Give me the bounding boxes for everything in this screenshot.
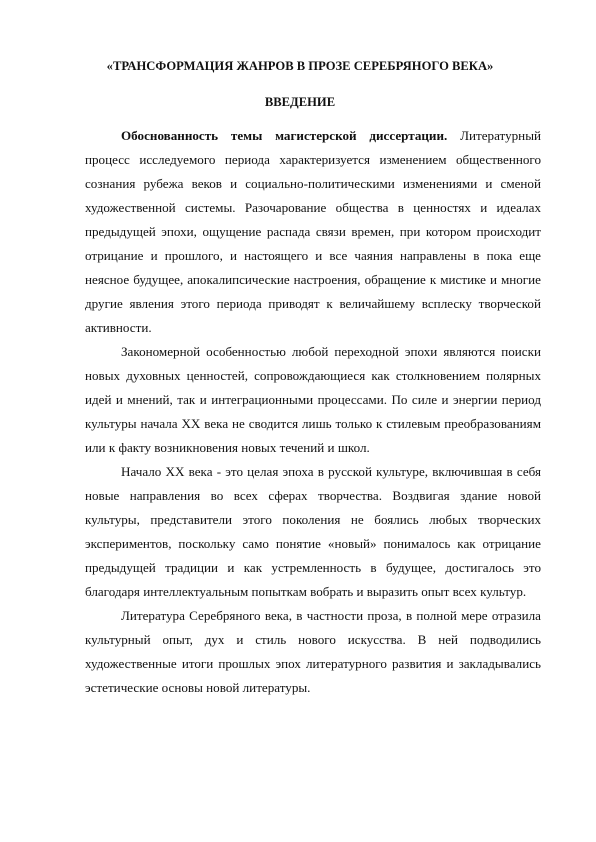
paragraph xyxy=(85,124,541,340)
paragraph-text: Литературный процесс исследуемого периода характеризуется изменением общественного сознания рубежа веков и социально-политическими изменениями и сменой художественной системы. Разочарование общества в ценностях и идеалах предыдущей эпохи, ощущение распада связи времен, при котором происходит отрицание и прошлого, и настоящего и все чаяния направлены в пока еще неясное будущее, апокалипсические настроения, обращение к мистике и многие другие явления этого периода приводят к величайшему всплеску творческой активности. xyxy=(85,128,541,335)
paragraph xyxy=(85,460,541,604)
document-body xyxy=(85,124,541,700)
document-title: «ТРАНСФОРМАЦИЯ ЖАНРОВ В ПРОЗЕ СЕРЕБРЯНОГО ВЕКА» xyxy=(106,59,494,73)
paragraph-text: Закономерной особенностью любой переходной эпохи являются поиски новых духовных ценностей, сопровождающиеся как столкновением полярных идей и мнений, так и интеграционными процессами. По силе и энергии период культуры начала XX века не сводится лишь только к стилевым преобразованиям или к факту возникновения новых течений и школ. xyxy=(85,344,541,455)
section-heading: ВВЕДЕНИЕ xyxy=(264,95,336,109)
paragraph-text: Литература Серебряного века, в частности проза, в полной мере отразила культурный опыт, дух и стиль нового искусства. В ней подводились художественные итоги прошлых эпох литературного развития и закладывались эстетические основы новой литературы. xyxy=(85,608,541,695)
paragraph-text: Начало XX века - это целая эпоха в русской культуре, включившая в себя новые направления во всех сферах творчества. Воздвигая здание новой культуры, представители этого поколения не боялись любых творческих экспериментов, поскольку само понятие «новый» понималось как отрицание предыдущей традиции и как устремленность в будущее, достигалось это благодаря интеллектуальным попыткам вобрать и выразить опыт всех культур. xyxy=(85,464,541,599)
paragraph xyxy=(85,604,541,700)
paragraph xyxy=(85,340,541,460)
paragraph-lead: Обоснованность темы магистерской диссертации. xyxy=(121,128,448,143)
